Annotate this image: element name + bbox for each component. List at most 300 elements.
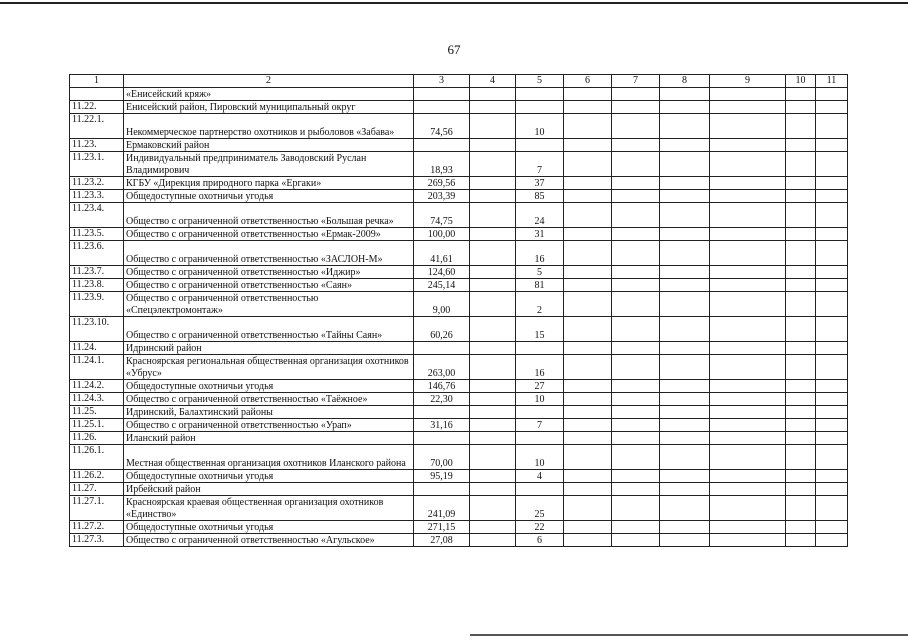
row-area-cell: 74,56: [414, 114, 470, 139]
table-row: [70, 292, 848, 317]
col6-cell: [564, 190, 612, 203]
col4-cell: [470, 470, 516, 483]
col6-cell: [564, 266, 612, 279]
row-area-cell: 146,76: [414, 380, 470, 393]
col8-cell: [660, 203, 710, 228]
row-name-cell: Общедоступные охотничьи угодья: [124, 470, 414, 483]
col11-cell: [816, 139, 848, 152]
col4-cell: [470, 521, 516, 534]
col6-cell: [564, 355, 612, 380]
row-name-cell: Местная общественная организация охотников Иланского района: [124, 445, 414, 470]
row-col5-cell: 2: [516, 292, 564, 317]
col10-cell: [786, 380, 816, 393]
col10-cell: [786, 88, 816, 101]
col8-cell: [660, 483, 710, 496]
col11-cell: [816, 470, 848, 483]
col4-cell: [470, 406, 516, 419]
row-number-cell: 11.24.1.: [70, 355, 124, 380]
col10-cell: [786, 177, 816, 190]
col7-cell: [612, 266, 660, 279]
row-area-cell: 74,75: [414, 203, 470, 228]
row-area-cell: [414, 88, 470, 101]
col7-cell: [612, 88, 660, 101]
col7-cell: [612, 279, 660, 292]
row-number-cell: 11.23.6.: [70, 241, 124, 266]
col6-cell: [564, 114, 612, 139]
row-col5-cell: [516, 139, 564, 152]
row-area-cell: [414, 101, 470, 114]
row-name-cell: Общество с ограниченной ответственностью «Таёжное»: [124, 393, 414, 406]
col8-cell: [660, 393, 710, 406]
col8-cell: [660, 406, 710, 419]
col9-cell: [710, 419, 786, 432]
col4-cell: [470, 279, 516, 292]
col10-cell: [786, 152, 816, 177]
row-name-cell: Красноярская краевая общественная организация охотников «Единство»: [124, 496, 414, 521]
row-area-cell: [414, 139, 470, 152]
row-area-cell: [414, 406, 470, 419]
row-number-cell: 11.27.: [70, 483, 124, 496]
col9-cell: [710, 203, 786, 228]
col7-cell: [612, 203, 660, 228]
col10-cell: [786, 101, 816, 114]
col10-cell: [786, 266, 816, 279]
row-number-cell: 11.25.1.: [70, 419, 124, 432]
row-name-cell: Некоммерческое партнерство охотников и рыболовов «Забава»: [124, 114, 414, 139]
col10-cell: [786, 483, 816, 496]
row-col5-cell: 5: [516, 266, 564, 279]
col8-cell: [660, 177, 710, 190]
col9-cell: [710, 380, 786, 393]
col11-cell: [816, 380, 848, 393]
col6-cell: [564, 380, 612, 393]
col8-cell: [660, 342, 710, 355]
col9-cell: [710, 521, 786, 534]
col9-cell: [710, 393, 786, 406]
col8-cell: [660, 279, 710, 292]
bottom-rule: [470, 634, 908, 636]
col11-cell: [816, 534, 848, 547]
row-number-cell: 11.27.1.: [70, 496, 124, 521]
col4-cell: [470, 445, 516, 470]
table-row: [70, 445, 848, 470]
row-area-cell: 31,16: [414, 419, 470, 432]
row-col5-cell: 31: [516, 228, 564, 241]
col8-cell: [660, 534, 710, 547]
col8-cell: [660, 380, 710, 393]
column-header-8: 8: [660, 75, 710, 88]
col11-cell: [816, 88, 848, 101]
col4-cell: [470, 101, 516, 114]
table-row: [70, 317, 848, 342]
col4-cell: [470, 355, 516, 380]
table-row: [70, 114, 848, 139]
row-col5-cell: 24: [516, 203, 564, 228]
col6-cell: [564, 317, 612, 342]
col11-cell: [816, 432, 848, 445]
col6-cell: [564, 241, 612, 266]
table-row: [70, 496, 848, 521]
row-name-cell: Ирбейский район: [124, 483, 414, 496]
row-col5-cell: 10: [516, 393, 564, 406]
col7-cell: [612, 101, 660, 114]
row-name-cell: Общество с ограниченной ответственностью «ЗАСЛОН-М»: [124, 241, 414, 266]
col10-cell: [786, 114, 816, 139]
row-col5-cell: [516, 406, 564, 419]
col10-cell: [786, 445, 816, 470]
table-row: [70, 190, 848, 203]
table-row: [70, 139, 848, 152]
row-name-cell: Общество с ограниченной ответственностью «Иджир»: [124, 266, 414, 279]
row-name-cell: Общество с ограниченной ответственностью «Спецэлектромонтаж»: [124, 292, 414, 317]
col7-cell: [612, 521, 660, 534]
col6-cell: [564, 228, 612, 241]
col6-cell: [564, 342, 612, 355]
col4-cell: [470, 342, 516, 355]
row-area-cell: 100,00: [414, 228, 470, 241]
col4-cell: [470, 292, 516, 317]
col8-cell: [660, 496, 710, 521]
col11-cell: [816, 177, 848, 190]
col9-cell: [710, 292, 786, 317]
table-row: [70, 419, 848, 432]
col10-cell: [786, 393, 816, 406]
row-number-cell: 11.23.9.: [70, 292, 124, 317]
col6-cell: [564, 279, 612, 292]
col4-cell: [470, 419, 516, 432]
col4-cell: [470, 380, 516, 393]
table-row: [70, 266, 848, 279]
row-number-cell: 11.23.10.: [70, 317, 124, 342]
col10-cell: [786, 241, 816, 266]
col8-cell: [660, 432, 710, 445]
col9-cell: [710, 152, 786, 177]
col9-cell: [710, 279, 786, 292]
col4-cell: [470, 203, 516, 228]
col9-cell: [710, 241, 786, 266]
row-name-cell: Общедоступные охотничьи угодья: [124, 521, 414, 534]
col11-cell: [816, 342, 848, 355]
col6-cell: [564, 445, 612, 470]
row-area-cell: 60,26: [414, 317, 470, 342]
row-number-cell: 11.26.1.: [70, 445, 124, 470]
col4-cell: [470, 496, 516, 521]
col10-cell: [786, 432, 816, 445]
table-row: [70, 342, 848, 355]
row-number-cell: 11.23.7.: [70, 266, 124, 279]
col11-cell: [816, 406, 848, 419]
col8-cell: [660, 470, 710, 483]
row-number-cell: 11.24.2.: [70, 380, 124, 393]
col9-cell: [710, 266, 786, 279]
col11-cell: [816, 483, 848, 496]
row-number-cell: 11.26.2.: [70, 470, 124, 483]
col8-cell: [660, 266, 710, 279]
row-name-cell: Общество с ограниченной ответственностью «Ермак-2009»: [124, 228, 414, 241]
col11-cell: [816, 228, 848, 241]
table-row: [70, 470, 848, 483]
col7-cell: [612, 152, 660, 177]
col9-cell: [710, 101, 786, 114]
col11-cell: [816, 355, 848, 380]
col9-cell: [710, 483, 786, 496]
col7-cell: [612, 342, 660, 355]
col6-cell: [564, 88, 612, 101]
row-col5-cell: [516, 88, 564, 101]
col10-cell: [786, 470, 816, 483]
row-col5-cell: 7: [516, 152, 564, 177]
row-area-cell: 124,60: [414, 266, 470, 279]
col7-cell: [612, 470, 660, 483]
col4-cell: [470, 88, 516, 101]
row-col5-cell: [516, 342, 564, 355]
col8-cell: [660, 445, 710, 470]
row-number-cell: 11.23.8.: [70, 279, 124, 292]
row-area-cell: 271,15: [414, 521, 470, 534]
col7-cell: [612, 393, 660, 406]
row-area-cell: 95,19: [414, 470, 470, 483]
col9-cell: [710, 496, 786, 521]
col11-cell: [816, 101, 848, 114]
col10-cell: [786, 342, 816, 355]
column-header-9: 9: [710, 75, 786, 88]
row-col5-cell: 16: [516, 241, 564, 266]
row-col5-cell: [516, 432, 564, 445]
col10-cell: [786, 139, 816, 152]
col8-cell: [660, 101, 710, 114]
col6-cell: [564, 534, 612, 547]
col10-cell: [786, 292, 816, 317]
row-area-cell: 245,14: [414, 279, 470, 292]
col7-cell: [612, 177, 660, 190]
table-row: [70, 432, 848, 445]
col9-cell: [710, 406, 786, 419]
row-area-cell: 269,56: [414, 177, 470, 190]
row-name-cell: Ермаковский район: [124, 139, 414, 152]
table-row: [70, 228, 848, 241]
row-number-cell: 11.27.3.: [70, 534, 124, 547]
column-header-10: 10: [786, 75, 816, 88]
row-name-cell: Общество с ограниченной ответственностью «Саян»: [124, 279, 414, 292]
row-number-cell: [70, 88, 124, 101]
table-row: [70, 177, 848, 190]
col7-cell: [612, 534, 660, 547]
col7-cell: [612, 496, 660, 521]
row-number-cell: 11.23.5.: [70, 228, 124, 241]
col8-cell: [660, 190, 710, 203]
col7-cell: [612, 355, 660, 380]
row-area-cell: 18,93: [414, 152, 470, 177]
col8-cell: [660, 419, 710, 432]
row-area-cell: 263,00: [414, 355, 470, 380]
column-header-4: 4: [470, 75, 516, 88]
col6-cell: [564, 152, 612, 177]
col8-cell: [660, 228, 710, 241]
col6-cell: [564, 139, 612, 152]
col4-cell: [470, 483, 516, 496]
row-name-cell: Общество с ограниченной ответственностью «Урап»: [124, 419, 414, 432]
table-row: [70, 88, 848, 101]
col7-cell: [612, 190, 660, 203]
row-name-cell: Общество с ограниченной ответственностью «Большая речка»: [124, 203, 414, 228]
col6-cell: [564, 177, 612, 190]
row-name-cell: Общество с ограниченной ответственностью «Тайны Саян»: [124, 317, 414, 342]
row-col5-cell: 15: [516, 317, 564, 342]
col9-cell: [710, 114, 786, 139]
table-row: [70, 406, 848, 419]
row-number-cell: 11.23.3.: [70, 190, 124, 203]
row-number-cell: 11.24.3.: [70, 393, 124, 406]
col11-cell: [816, 292, 848, 317]
col7-cell: [612, 139, 660, 152]
page-number: 67: [447, 42, 461, 57]
row-number-cell: 11.24.: [70, 342, 124, 355]
col9-cell: [710, 342, 786, 355]
col4-cell: [470, 393, 516, 406]
row-area-cell: 241,09: [414, 496, 470, 521]
row-number-cell: 11.22.: [70, 101, 124, 114]
col8-cell: [660, 355, 710, 380]
col7-cell: [612, 445, 660, 470]
table-row: [70, 241, 848, 266]
row-area-cell: 70,00: [414, 445, 470, 470]
col11-cell: [816, 317, 848, 342]
row-number-cell: 11.23.: [70, 139, 124, 152]
row-name-cell: Общедоступные охотничьи угодья: [124, 190, 414, 203]
col10-cell: [786, 521, 816, 534]
column-header-11: 11: [816, 75, 848, 88]
col7-cell: [612, 228, 660, 241]
table-row: [70, 279, 848, 292]
col9-cell: [710, 139, 786, 152]
row-col5-cell: 85: [516, 190, 564, 203]
column-header-5: 5: [516, 75, 564, 88]
row-area-cell: 27,08: [414, 534, 470, 547]
row-col5-cell: 22: [516, 521, 564, 534]
col4-cell: [470, 266, 516, 279]
col8-cell: [660, 152, 710, 177]
col7-cell: [612, 483, 660, 496]
col10-cell: [786, 228, 816, 241]
row-number-cell: 11.23.1.: [70, 152, 124, 177]
col9-cell: [710, 445, 786, 470]
table-row: [70, 393, 848, 406]
top-rule: [0, 2, 908, 4]
table-row: [70, 203, 848, 228]
col7-cell: [612, 114, 660, 139]
col6-cell: [564, 521, 612, 534]
data-table: [69, 74, 848, 547]
col4-cell: [470, 228, 516, 241]
row-number-cell: 11.23.2.: [70, 177, 124, 190]
row-name-cell: Общество с ограниченной ответственностью «Агульское»: [124, 534, 414, 547]
column-header-7: 7: [612, 75, 660, 88]
column-header-2: 2: [124, 75, 414, 88]
col6-cell: [564, 496, 612, 521]
column-header-1: 1: [70, 75, 124, 88]
col10-cell: [786, 355, 816, 380]
col8-cell: [660, 241, 710, 266]
row-name-cell: Красноярская региональная общественная организация охотников «Убрус»: [124, 355, 414, 380]
row-area-cell: [414, 432, 470, 445]
col11-cell: [816, 496, 848, 521]
col7-cell: [612, 419, 660, 432]
col9-cell: [710, 317, 786, 342]
table-row: [70, 101, 848, 114]
col11-cell: [816, 203, 848, 228]
col10-cell: [786, 190, 816, 203]
col10-cell: [786, 279, 816, 292]
col9-cell: [710, 470, 786, 483]
col4-cell: [470, 317, 516, 342]
table-body: [70, 75, 848, 547]
col9-cell: [710, 228, 786, 241]
row-area-cell: 41,61: [414, 241, 470, 266]
col4-cell: [470, 139, 516, 152]
row-col5-cell: 10: [516, 114, 564, 139]
col9-cell: [710, 432, 786, 445]
row-number-cell: 11.22.1.: [70, 114, 124, 139]
col11-cell: [816, 241, 848, 266]
col7-cell: [612, 380, 660, 393]
col6-cell: [564, 203, 612, 228]
column-header-3: 3: [414, 75, 470, 88]
column-header-6: 6: [564, 75, 612, 88]
col9-cell: [710, 355, 786, 380]
row-col5-cell: 4: [516, 470, 564, 483]
col6-cell: [564, 432, 612, 445]
col11-cell: [816, 152, 848, 177]
row-number-cell: 11.23.4.: [70, 203, 124, 228]
col7-cell: [612, 292, 660, 317]
header-row: [70, 75, 848, 88]
col7-cell: [612, 241, 660, 266]
row-col5-cell: 27: [516, 380, 564, 393]
row-col5-cell: 81: [516, 279, 564, 292]
col8-cell: [660, 292, 710, 317]
row-col5-cell: 25: [516, 496, 564, 521]
col9-cell: [710, 177, 786, 190]
col6-cell: [564, 101, 612, 114]
row-number-cell: 11.27.2.: [70, 521, 124, 534]
row-name-cell: «Енисейский кряж»: [124, 88, 414, 101]
row-area-cell: 203,39: [414, 190, 470, 203]
row-area-cell: [414, 483, 470, 496]
row-name-cell: Идринский район: [124, 342, 414, 355]
row-area-cell: [414, 342, 470, 355]
col8-cell: [660, 114, 710, 139]
col8-cell: [660, 317, 710, 342]
col11-cell: [816, 190, 848, 203]
col11-cell: [816, 521, 848, 534]
col6-cell: [564, 406, 612, 419]
table-row: [70, 521, 848, 534]
col6-cell: [564, 393, 612, 406]
col8-cell: [660, 139, 710, 152]
col4-cell: [470, 114, 516, 139]
col6-cell: [564, 470, 612, 483]
col10-cell: [786, 406, 816, 419]
row-name-cell: Идринский, Балахтинский районы: [124, 406, 414, 419]
row-name-cell: Индивидуальный предприниматель Заводовский Руслан Владимирович: [124, 152, 414, 177]
col6-cell: [564, 292, 612, 317]
row-number-cell: 11.26.: [70, 432, 124, 445]
col7-cell: [612, 432, 660, 445]
row-col5-cell: 16: [516, 355, 564, 380]
col9-cell: [710, 88, 786, 101]
table-row: [70, 380, 848, 393]
col7-cell: [612, 317, 660, 342]
